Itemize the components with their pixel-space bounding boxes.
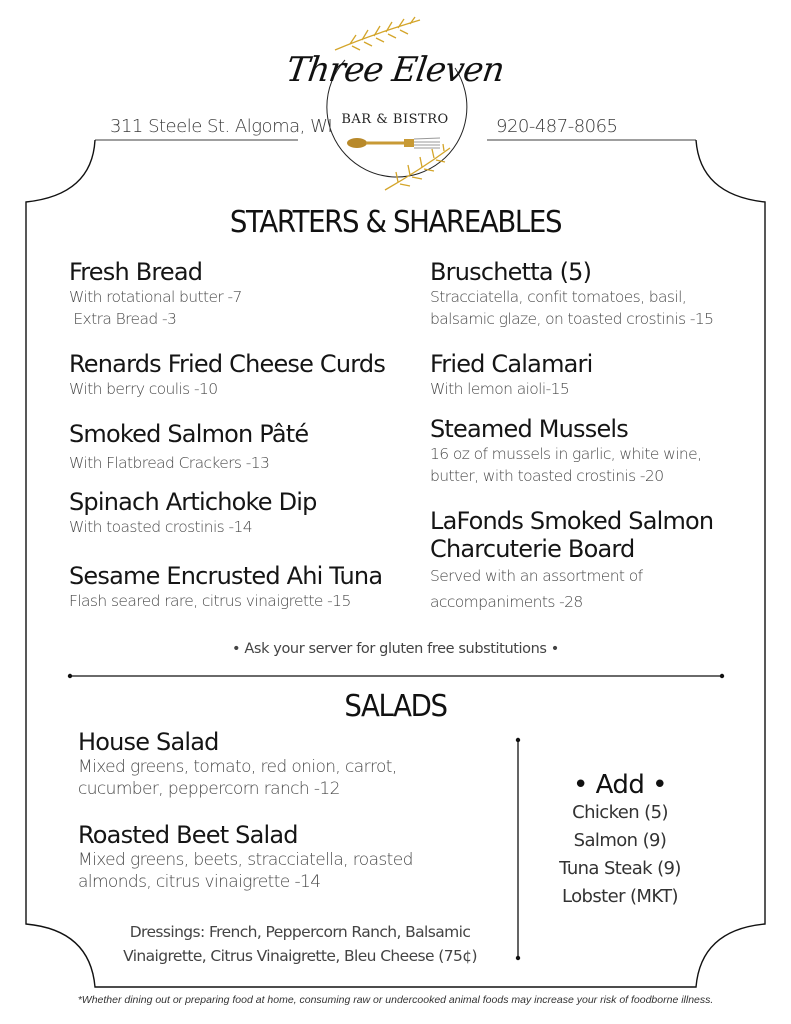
food-safety-disclaimer: *Whether dining out or preparing food at home, consuming raw or undercooked animal foods may increase your risk of foodborne illness. — [77, 994, 714, 1006]
item-desc: almonds, citrus vinaigrette -14 — [78, 872, 321, 892]
item-name: Fresh Bread — [69, 258, 203, 286]
item-desc: With rotational butter -7 — [69, 288, 242, 306]
menu-item — [430, 350, 592, 400]
fork-icon — [347, 138, 440, 148]
item-name: Bruschetta (5) — [430, 258, 592, 286]
menu-item — [78, 821, 413, 893]
item-desc: butter, with toasted crostinis -20 — [430, 467, 664, 485]
item-desc: Mixed greens, tomato, red onion, carrot, — [78, 757, 397, 777]
item-name-line2: Charcuterie Board — [430, 535, 635, 563]
item-name: Smoked Salmon Pâté — [69, 420, 309, 448]
item-name: Steamed Mussels — [430, 415, 628, 443]
item-desc: Mixed greens, beets, stracciatella, roasted — [78, 850, 413, 870]
add-ons-title: • Add • — [572, 770, 668, 800]
restaurant-name-logo: Three Eleven — [283, 50, 507, 90]
item-desc: Flash seared rare, citrus vinaigrette -15 — [69, 592, 351, 610]
item-desc: With berry coulis -10 — [69, 380, 218, 398]
item-desc: Stracciatella, confit tomatoes, basil, — [430, 288, 687, 306]
section-title-salads: SALADS — [344, 689, 447, 724]
wheat-sprig-icon — [335, 17, 450, 190]
menu-item — [430, 507, 713, 615]
menu-item — [69, 350, 385, 400]
item-desc: Served with an assortment of — [430, 567, 643, 585]
menu-item — [69, 258, 242, 330]
menu-item — [430, 258, 713, 330]
address: 311 Steele St. Algoma, WI — [110, 116, 333, 137]
dressings-line: Dressings: French, Peppercorn Ranch, Balsamic — [129, 923, 471, 941]
dressings-note — [80, 920, 520, 968]
item-name: Renards Fried Cheese Curds — [69, 350, 386, 378]
dressings-line: Vinaigrette, Citrus Vinaigrette, Bleu Cheese (75¢) — [123, 947, 477, 965]
item-desc: With Flatbread Crackers -13 — [69, 454, 270, 472]
restaurant-subtitle: BAR & BISTRO — [341, 112, 449, 127]
add-on-item: Chicken (5) — [572, 802, 668, 823]
add-on-item: Lobster (MKT) — [562, 886, 678, 907]
item-name: House Salad — [78, 728, 219, 756]
menu-item — [78, 728, 397, 800]
item-name: Fried Calamari — [430, 350, 593, 378]
menu-item — [69, 420, 308, 474]
phone-number: 920-487-8065 — [496, 116, 618, 137]
menu-item — [69, 488, 317, 538]
item-name: Spinach Artichoke Dip — [69, 488, 317, 516]
add-on-item: Salmon (9) — [573, 830, 667, 851]
menu-item — [430, 415, 701, 487]
item-desc: accompaniments -28 — [430, 593, 583, 611]
item-desc: balsamic glaze, on toasted crostinis -15 — [430, 310, 714, 328]
item-desc: 16 oz of mussels in garlic, white wine, — [430, 445, 702, 463]
item-desc: cucumber, peppercorn ranch -12 — [78, 779, 340, 799]
item-desc: With toasted crostinis -14 — [69, 518, 252, 536]
gluten-free-note: • Ask your server for gluten free substitutions • — [232, 641, 559, 657]
item-desc: Extra Bread -3 — [69, 310, 177, 328]
add-on-item: Tuna Steak (9) — [559, 858, 681, 879]
item-desc: With lemon aioli-15 — [430, 380, 570, 398]
section-title-starters: STARTERS & SHAREABLES — [229, 205, 562, 240]
item-name: Sesame Encrusted Ahi Tuna — [69, 562, 383, 590]
menu-item — [69, 562, 382, 612]
item-name: LaFonds Smoked Salmon — [430, 507, 714, 535]
item-name: Roasted Beet Salad — [78, 821, 298, 849]
